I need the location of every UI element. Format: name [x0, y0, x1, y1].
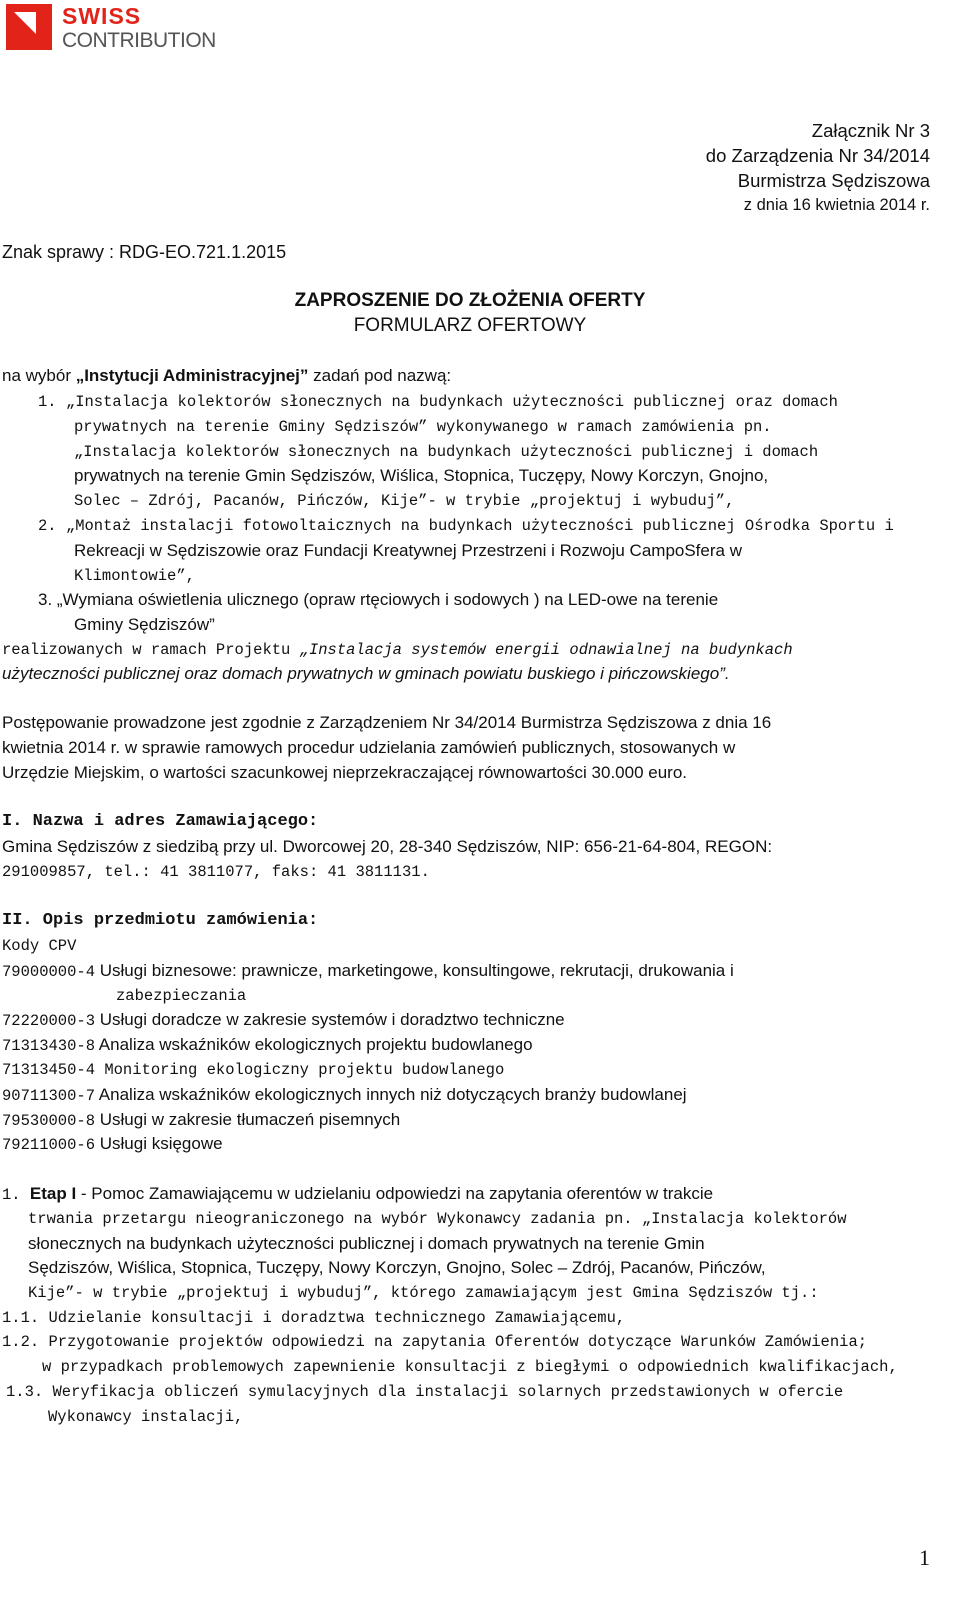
- page-number: 1: [919, 1545, 930, 1570]
- project-line-2: użyteczności publicznej oraz domach prywatnych w gminach powiatu buskiego i pińczowskiego”.: [2, 664, 730, 683]
- stage-1-line-5: Kije”- w trybie „projektuj i wybuduj”, którego zamawiającym jest Gmina Sędziszów tj.:: [28, 1284, 819, 1302]
- cpv-code: 72220000-3: [2, 1012, 96, 1030]
- cpv-code: 71313450-4: [2, 1061, 96, 1079]
- title-line-1: ZAPROSZENIE DO ZŁOŻENIA OFERTY: [294, 290, 646, 311]
- intro-prefix: na wybór: [2, 366, 76, 385]
- logo-text-swiss: SWISS: [62, 3, 142, 29]
- stage-text: - Pomoc Zamawiającemu w udzielaniu odpowiedzi na zapytania oferentów w trakcie: [76, 1184, 714, 1203]
- item-3-line-a: 3. „Wymiana oświetlenia ulicznego (opraw rtęciowych i sodowych ) na LED-owe na terenie: [38, 590, 719, 609]
- procedure-line-3: Urzędzie Miejskim, o wartości szacunkowej nieprzekraczającej równowartości 30.000 euro.: [2, 763, 688, 782]
- cpv-desc: Analiza wskaźników ekologicznych innych niż dotyczących branży budowlanej: [95, 1085, 687, 1104]
- logo-text-contribution: CONTRIBUTION: [62, 29, 216, 52]
- section-1-heading: I. Nazwa i adres Zamawiającego:: [2, 812, 319, 831]
- project-prefix: realizowanych w ramach Projektu: [2, 641, 300, 659]
- annex-line-2: do Zarządzenia Nr 34/2014: [705, 145, 930, 166]
- stage-1-sub-2a: 1.2. Przygotowanie projektów odpowiedzi na zapytania Oferentów dotyczące Warunków Zamówienia;: [2, 1333, 868, 1351]
- procedure-line-1: Postępowanie prowadzone jest zgodnie z Zarządzeniem Nr 34/2014 Burmistrza Sędziszowa z dnia 16: [2, 713, 772, 732]
- document-title: [0, 288, 940, 338]
- project-name-start: „Instalacja systemów energii odnawialnej na budynkach: [299, 641, 793, 659]
- stage-1-sub-1: 1.1. Udzielanie konsultacji i doradztwa technicznego Zamawiającemu,: [2, 1309, 626, 1327]
- stage-1-line-1: [2, 1182, 713, 1207]
- annex-line-3: Burmistrza Sędziszowa: [737, 170, 930, 191]
- stage-number: 1.: [2, 1186, 30, 1204]
- section-1-line-1: Gmina Sędziszów z siedzibą przy ul. Dworcowej 20, 28-340 Sędziszów, NIP: 656-21-64-804, REGON:: [2, 837, 773, 856]
- section-2-heading: II. Opis przedmiotu zamówienia:: [2, 911, 319, 930]
- section-1-line-2: 291009857, tel.: 41 3811077, faks: 41 3811131.: [2, 863, 430, 881]
- cpv-code: 79000000-4: [2, 963, 96, 981]
- annex-line-4: z dnia 16 kwietnia 2014 r.: [743, 196, 930, 214]
- cpv-desc: Usługi księgowe: [95, 1134, 223, 1153]
- cpv-row: [2, 1083, 687, 1108]
- cpv-desc: Analiza wskaźników ekologicznych projektu budowlanego: [95, 1035, 533, 1054]
- item-2-line-a: 2. „Montaż instalacji fotowoltaicznych na budynkach użyteczności publicznej Ośrodka Sportu i: [38, 517, 894, 535]
- case-reference: Znak sprawy : RDG-EO.721.1.2015: [2, 242, 287, 262]
- stage-1-sub-3b: Wykonawcy instalacji,: [48, 1408, 244, 1426]
- stage-1-line-4: Sędziszów, Wiślica, Stopnica, Tuczępy, Nowy Korczyn, Gnojno, Solec – Zdrój, Pacanów, Pińczów,: [28, 1258, 766, 1277]
- cpv-desc: Usługi w zakresie tłumaczeń pisemnych: [95, 1110, 401, 1129]
- procedure-line-2: kwietnia 2014 r. w sprawie ramowych procedur udzielania zamówień publicznych, stosowanych w: [2, 738, 736, 757]
- item-1-line-c: „Instalacja kolektorów słonecznych na budynkach użyteczności publicznej i domach: [74, 443, 819, 461]
- item-1-line-a: 1. „Instalacja kolektorów słonecznych na budynkach użyteczności publicznej oraz domach: [38, 393, 838, 411]
- title-line-2: FORMULARZ OFERTOWY: [353, 315, 587, 336]
- annex-line-1: Załącznik Nr 3: [811, 120, 930, 141]
- cpv-row: [2, 1108, 400, 1133]
- annex-header: [706, 118, 930, 218]
- item-2-line-b: Rekreacji w Sędziszowie oraz Fundacji Kreatywnej Przestrzeni i Rozwoju CampoSfera w: [74, 541, 742, 560]
- item-1-line-d: prywatnych na terenie Gmin Sędziszów, Wiślica, Stopnica, Tuczępy, Nowy Korczyn, Gnojno,: [74, 466, 769, 485]
- intro-suffix: zadań pod nazwą:: [308, 366, 452, 385]
- item-2-line-c: Klimontowie”,: [74, 567, 195, 585]
- cpv-row: [2, 1132, 223, 1157]
- item-3-line-b: Gminy Sędziszów”: [74, 615, 215, 634]
- cpv-code: 79530000-8: [2, 1112, 96, 1130]
- stage-1-line-3: słonecznych na budynkach użyteczności publicznej i domach prywatnych na terenie Gmin: [28, 1234, 705, 1253]
- cpv-row: [2, 1008, 565, 1033]
- item-1-line-b: prywatnych na terenie Gminy Sędziszów” wykonywanego w ramach zamówienia pn.: [74, 418, 772, 436]
- project-line-1: [2, 638, 793, 662]
- cpv-row-continuation: zabezpieczania: [116, 987, 247, 1005]
- cpv-row: [2, 1058, 504, 1082]
- cpv-desc: Usługi biznesowe: prawnicze, marketingowe, konsultingowe, rekrutacji, drukowania i: [95, 961, 734, 980]
- cpv-code: 79211000-6: [2, 1136, 96, 1154]
- cpv-row: [2, 959, 734, 984]
- intro-line: [2, 364, 451, 388]
- cpv-row: [2, 1033, 533, 1058]
- cpv-label: Kody CPV: [2, 937, 77, 955]
- cpv-code: 90711300-7: [2, 1087, 96, 1105]
- intro-bold: „Instytucji Administracyjnej”: [75, 366, 309, 385]
- stage-1-sub-2b: w przypadkach problemowych zapewnienie konsultacji z biegłymi o odpowiednich kwalifikacjach,: [42, 1358, 898, 1376]
- cpv-desc: Monitoring ekologiczny projektu budowlanego: [95, 1061, 505, 1079]
- cpv-code: 71313430-8: [2, 1037, 96, 1055]
- stage-1-line-2: trwania przetargu nieograniczonego na wybór Wykonawcy zadania pn. „Instalacja kolektorów: [28, 1210, 847, 1228]
- stage-label: Etap I: [29, 1184, 77, 1203]
- swiss-flag-icon: [6, 4, 52, 50]
- cpv-desc: Usługi doradcze w zakresie systemów i doradztwo techniczne: [95, 1010, 565, 1029]
- stage-1-sub-3a: 1.3. Weryfikacja obliczeń symulacyjnych dla instalacji solarnych przedstawionych w ofercie: [6, 1383, 844, 1401]
- item-1-line-e: Solec – Zdrój, Pacanów, Pińczów, Kije”- w trybie „projektuj i wybuduj”,: [74, 492, 735, 510]
